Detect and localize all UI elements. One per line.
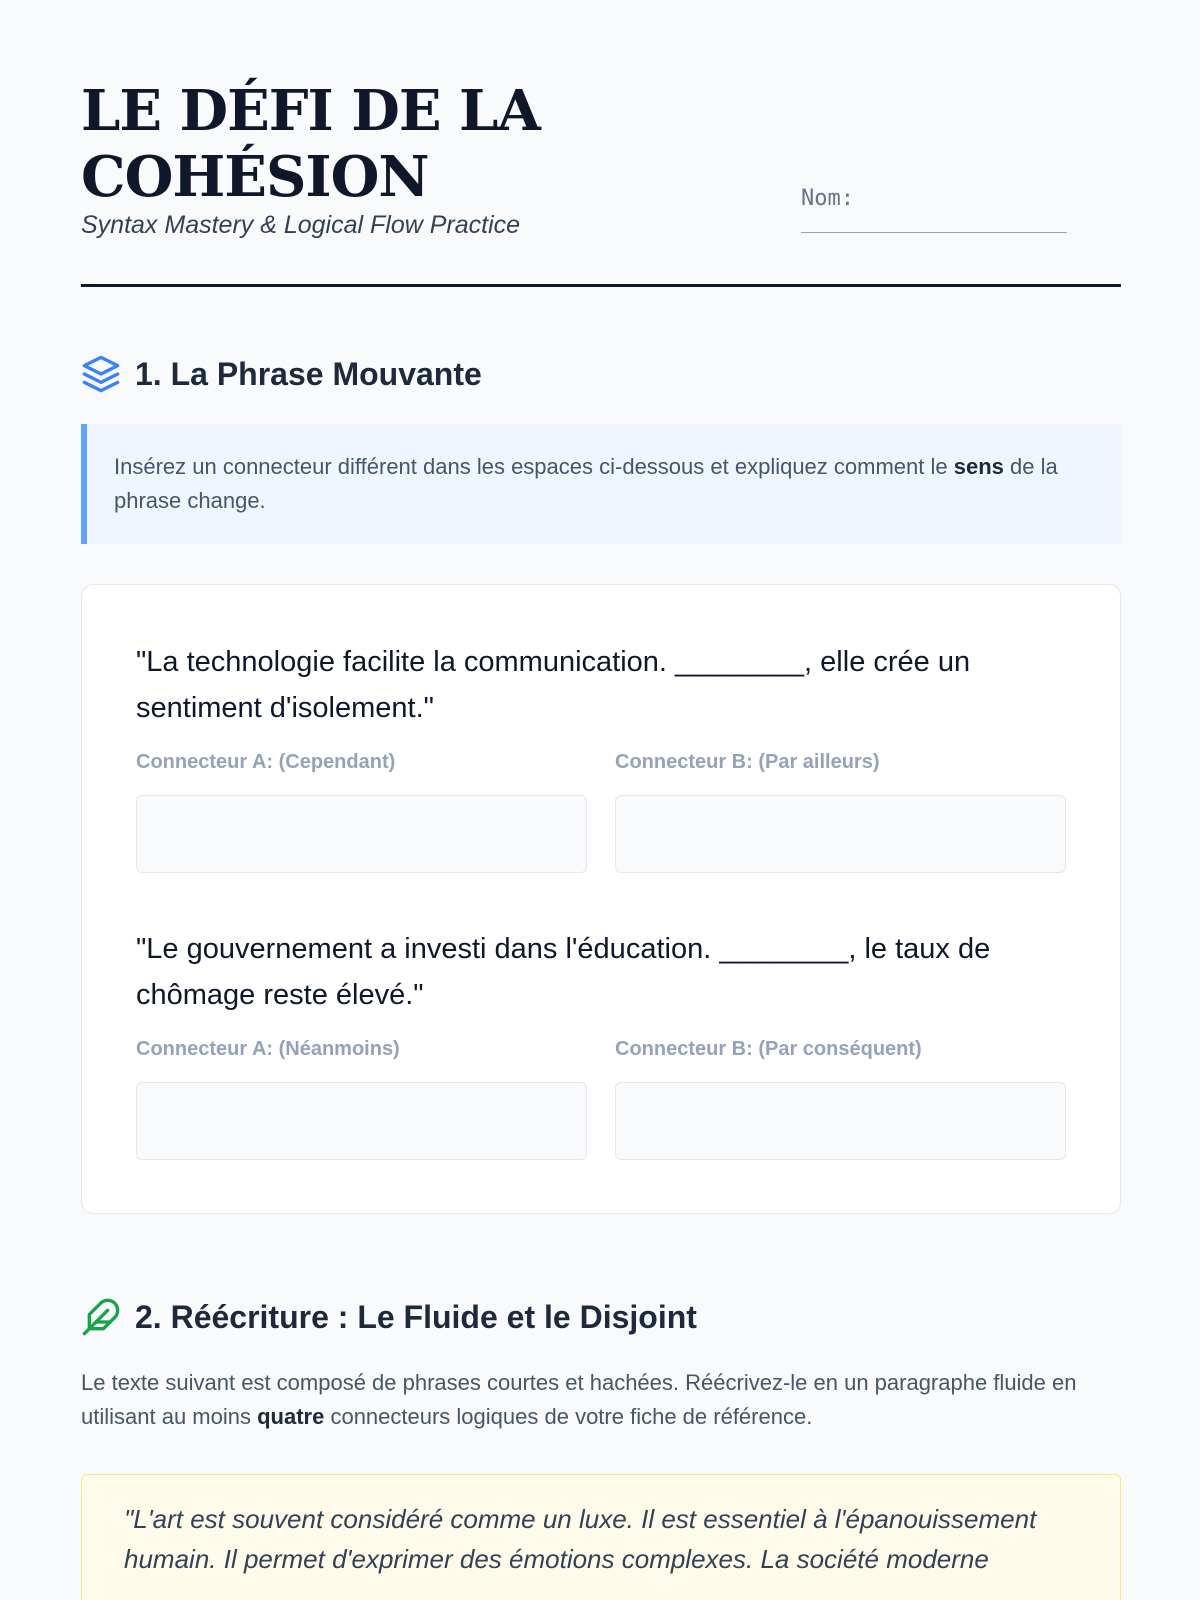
exercise-sentence: "La technologie facilite la communication. ________, elle crée un sentiment d'isolement.": [136, 646, 971, 724]
name-underline[interactable]: [801, 232, 1067, 233]
section-2-instruction: [81, 1366, 1121, 1434]
page-subtitle: Syntax Mastery & Logical Flow Practice: [81, 211, 521, 239]
section-1-title: 1. La Phrase Mouvante: [135, 355, 482, 392]
section-1-heading: [81, 354, 482, 394]
connector-a-input[interactable]: [136, 1082, 587, 1160]
section-2-heading: [81, 1297, 697, 1337]
intro-text-end: connecteurs logiques de votre fiche de référence.: [324, 1404, 813, 1429]
exercise-item-1: [136, 639, 1066, 873]
connector-b-label: Connecteur B: (Par conséquent): [615, 1038, 922, 1060]
name-field[interactable]: [801, 186, 1067, 233]
instruction-text-end: de la phrase change.: [114, 454, 1058, 513]
title-line-1: LE DÉFI DE LA: [81, 78, 540, 144]
connector-a-label: Connecteur A: (Néanmoins): [136, 1038, 400, 1060]
connector-a-label: Connecteur A: (Cependant): [136, 751, 396, 773]
source-text-quote: "L'art est souvent considéré comme un luxe. Il est essentiel à l'épanouissement humain. Il permet d'exprimer des émotions complexes. La société moderne: [81, 1474, 1121, 1600]
connector-b-input[interactable]: [615, 795, 1066, 873]
connector-a-input[interactable]: [136, 795, 587, 873]
title-line-2: COHÉSION: [81, 144, 429, 210]
worksheet-header: [81, 78, 1121, 287]
connector-b-label: Connecteur B: (Par ailleurs): [615, 751, 880, 773]
exercise-card: [81, 584, 1121, 1214]
exercise-sentence: "Le gouvernement a investi dans l'éducation. ________, le taux de chômage reste élevé.": [136, 933, 991, 1011]
name-label: Nom:: [801, 186, 854, 211]
instruction-text: Insérez un connecteur différent dans les espaces ci-dessous et expliquez comment le: [114, 454, 954, 479]
exercise-item-2: [136, 926, 1066, 1160]
page-title: [81, 78, 641, 210]
feather-icon: [81, 1297, 121, 1337]
section-1-instruction: [81, 424, 1121, 544]
instruction-emphasis: sens: [953, 454, 1004, 479]
section-2-title: 2. Réécriture : Le Fluide et le Disjoint: [135, 1298, 697, 1335]
connector-b-input[interactable]: [615, 1082, 1066, 1160]
intro-emphasis: quatre: [257, 1404, 325, 1429]
intro-text: Le texte suivant est composé de phrases courtes et hachées. Réécrivez-le en un paragraphe fluide en utilisant au moins: [81, 1370, 1077, 1429]
layers-icon: [81, 354, 121, 394]
